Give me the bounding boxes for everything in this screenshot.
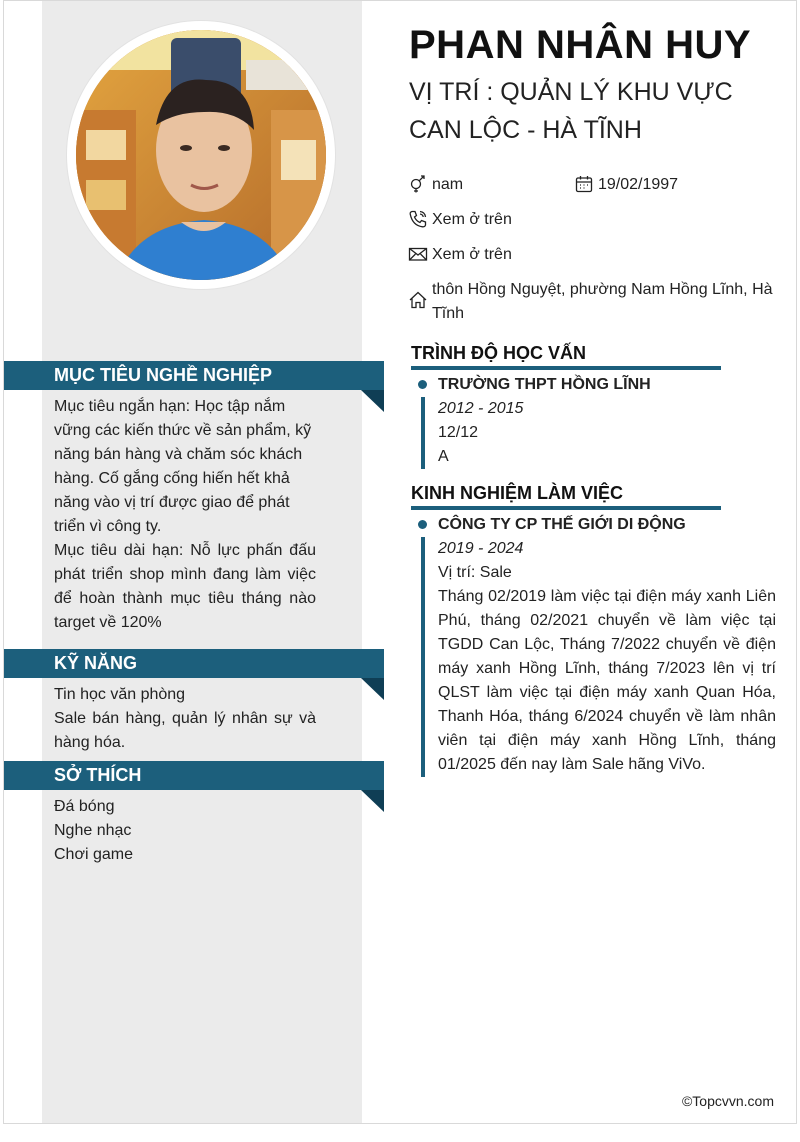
education-period: 2012 - 2015 [438,400,524,417]
skill-item: Tin học văn phòng [54,686,186,703]
experience-description: Tháng 02/2019 làm việc tại điện máy xanh Liên Phú, tháng 02/2021 chuyển về làm việc tại TGDD Can Lộc, Tháng 7/2022 chuyển về điện máy xanh Hồng Lĩnh, tháng 7/2023 lên vị trí QLST làm việc tại điện máy xanh Quan Hóa, Thanh Hóa, tháng 6/2024 chuyển về làm nhân viên tại điện máy xanh Hồng Lĩnh, tháng 01/2025 đến nay làm Sale hãng ViVo. [438,588,776,773]
career-goal-fold [361,390,384,412]
education-grade: 12/12 [438,424,479,441]
company-name: CÔNG TY CP THẾ GIỚI DI ĐỘNG [438,516,686,533]
email-icon [408,244,428,264]
contact-birthdate [574,173,678,197]
hobbies-header: SỞ THÍCH [4,761,384,790]
contact-email [408,243,512,267]
skills-fold [361,678,384,700]
experience-entry [438,513,776,777]
career-goal-short-term: Mục tiêu ngắn hạn: Học tập nắm vững các kiến thức về sản phẩm, kỹ năng bán hàng và chăm sóc khách hàng. Cố gắng cống hiến hết khả năng vào vị trí được giao để phát triển vì công ty. [54,398,312,535]
experience-title: KINH NGHIỆM LÀM VIỆC [411,483,721,510]
phone-value: Xem ở trên [432,211,512,228]
experience-timeline-line [421,537,425,777]
cv-page [3,0,797,1124]
contact-phone [408,208,512,232]
career-goal-body [54,395,316,635]
hobbies-body [54,795,316,867]
education-rank: A [438,448,449,465]
job-position: VỊ TRÍ : QUẢN LÝ KHU VỰC CAN LỘC - HÀ TĨNH [409,78,733,144]
education-timeline-line [421,397,425,469]
birthdate-value: 19/02/1997 [598,176,679,193]
hobby-item: Chơi game [54,846,133,863]
hobbies-fold [361,790,384,812]
hobby-item: Nghe nhạc [54,822,132,839]
address-value: thôn Hồng Nguyệt, phường Nam Hồng Lĩnh, Hà Tĩnh [432,281,773,322]
experience-period: 2019 - 2024 [438,540,524,557]
avatar [76,30,326,280]
gender-value: nam [432,176,464,193]
experience-role: Vị trí: Sale [438,564,512,581]
avatar-photo [76,30,326,280]
career-goal-long-term: Mục tiêu dài hạn: Nỗ lực phấn đấu phát triển shop mình đang làm việc để hoàn thành mục tiêu tháng nào target về 120% [54,542,316,631]
skills-header: KỸ NĂNG [4,649,384,678]
gender-icon [408,174,428,194]
phone-icon [408,209,428,229]
email-value: Xem ở trên [432,246,512,263]
skill-item: Sale bán hàng, quản lý nhân sự và hàng hóa. [54,710,316,751]
hobby-item: Đá bóng [54,798,115,815]
experience-timeline-dot [418,520,427,529]
school-name: TRƯỜNG THPT HỒNG LĨNH [438,376,651,393]
copyright-footer: ©Topcvvn.com [681,1093,774,1109]
education-entry [438,373,776,469]
education-title: TRÌNH ĐỘ HỌC VẤN [411,343,721,370]
home-icon [408,290,428,310]
skills-body [54,683,316,755]
education-timeline-dot [418,380,427,389]
contact-address [408,278,778,326]
candidate-name: PHAN NHÂN HUY [409,23,752,67]
calendar-icon [574,174,594,194]
contact-gender [408,173,463,197]
career-goal-header: MỤC TIÊU NGHỀ NGHIỆP [4,361,384,390]
